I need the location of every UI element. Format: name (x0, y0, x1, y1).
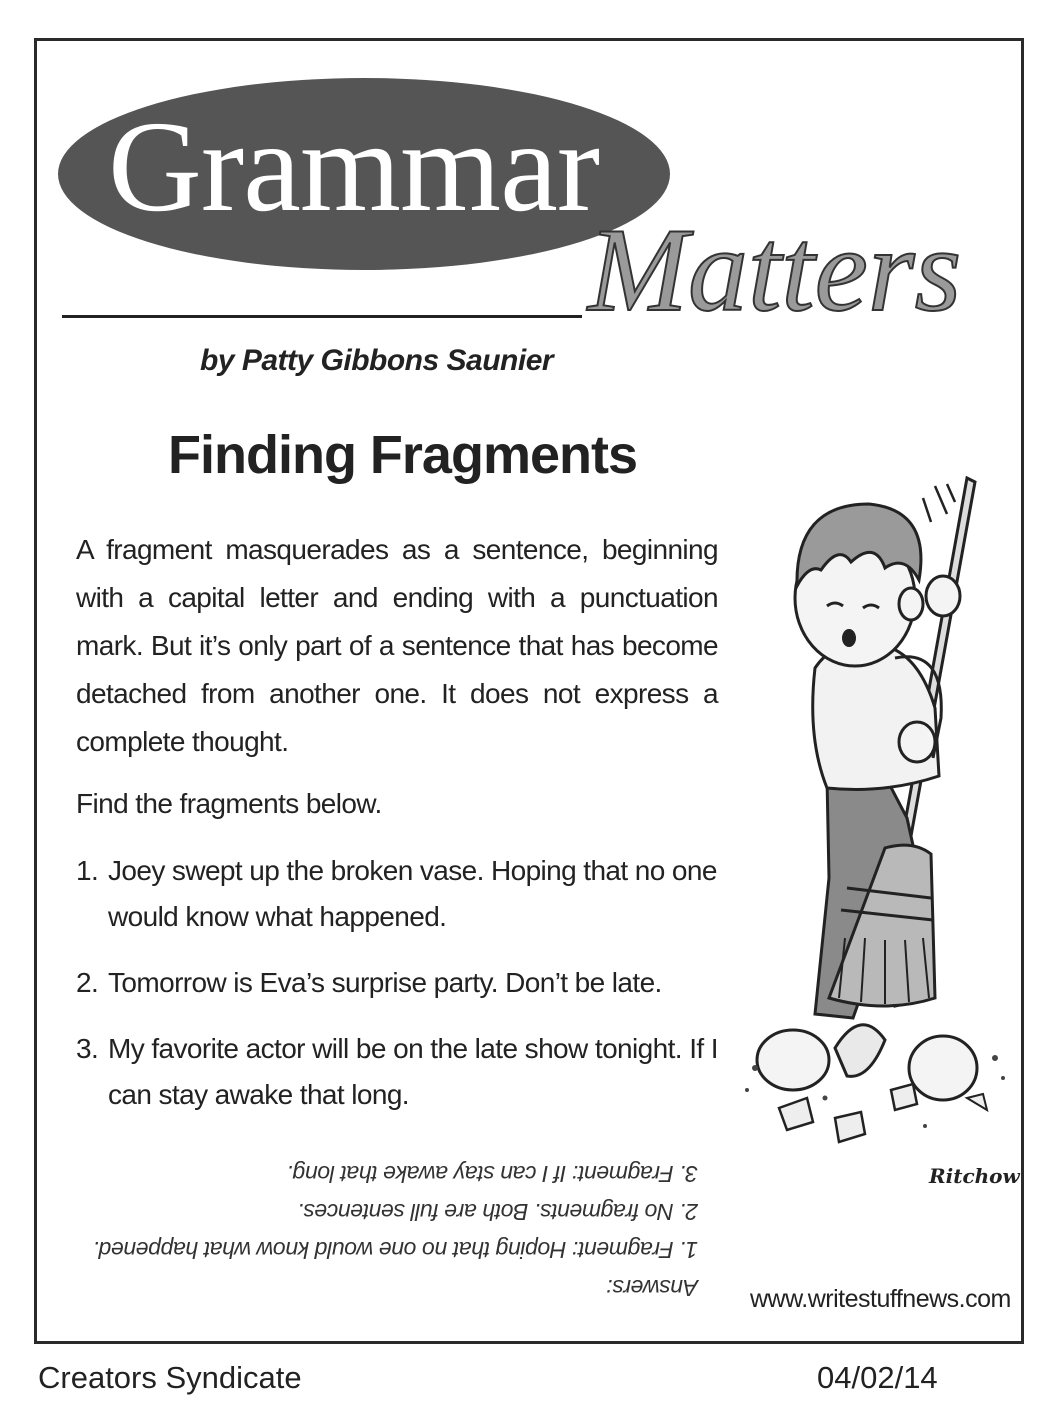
example-text: My favorite actor will be on the late show tonight. If I can stay awake that long. (108, 1033, 718, 1110)
syndicate-credit: Creators Syndicate (38, 1360, 302, 1395)
answers-title: Answers: (606, 1275, 698, 1301)
logo-underline (62, 315, 582, 318)
example-item-3 (76, 1026, 718, 1118)
example-number: 1. (76, 855, 99, 886)
byline: by Patty Gibbons Saunier (200, 344, 554, 377)
answer-item-3: 3. Fragment: If I can stay awake that long. (286, 1161, 698, 1187)
logo-matters: Matters (588, 203, 962, 336)
instruction-text: Find the fragments below. (76, 788, 382, 819)
example-text: Joey swept up the broken vase. Hoping that no one would know what happened. (108, 855, 717, 932)
example-number: 2. (76, 967, 99, 998)
headline: Finding Fragments (168, 425, 637, 485)
answer-item-2: 2. No fragments. Both are full sentences. (297, 1199, 698, 1225)
example-number: 3. (76, 1033, 99, 1064)
boy-sweeping-illustration (735, 458, 1020, 1148)
upside-down-answers (90, 1155, 698, 1307)
publication-date: 04/02/14 (817, 1360, 938, 1395)
website-url: www.writestuffnews.com (750, 1285, 1011, 1313)
artist-signature: Ritchow (929, 1164, 1020, 1188)
example-item-2 (76, 960, 718, 1006)
answer-item-1: 1. Fragment: Hoping that no one would know what happened. (92, 1237, 698, 1263)
example-item-1 (76, 848, 718, 940)
intro-paragraph: A fragment masquerades as a sentence, beginning with a capital letter and ending with a punctuation mark. But it’s only part of a sentence that has become detached from another one. It does not express a complete thought. (76, 534, 718, 757)
example-text: Tomorrow is Eva’s surprise party. Don’t be late. (108, 967, 662, 998)
logo-grammar: Grammar (108, 95, 600, 239)
